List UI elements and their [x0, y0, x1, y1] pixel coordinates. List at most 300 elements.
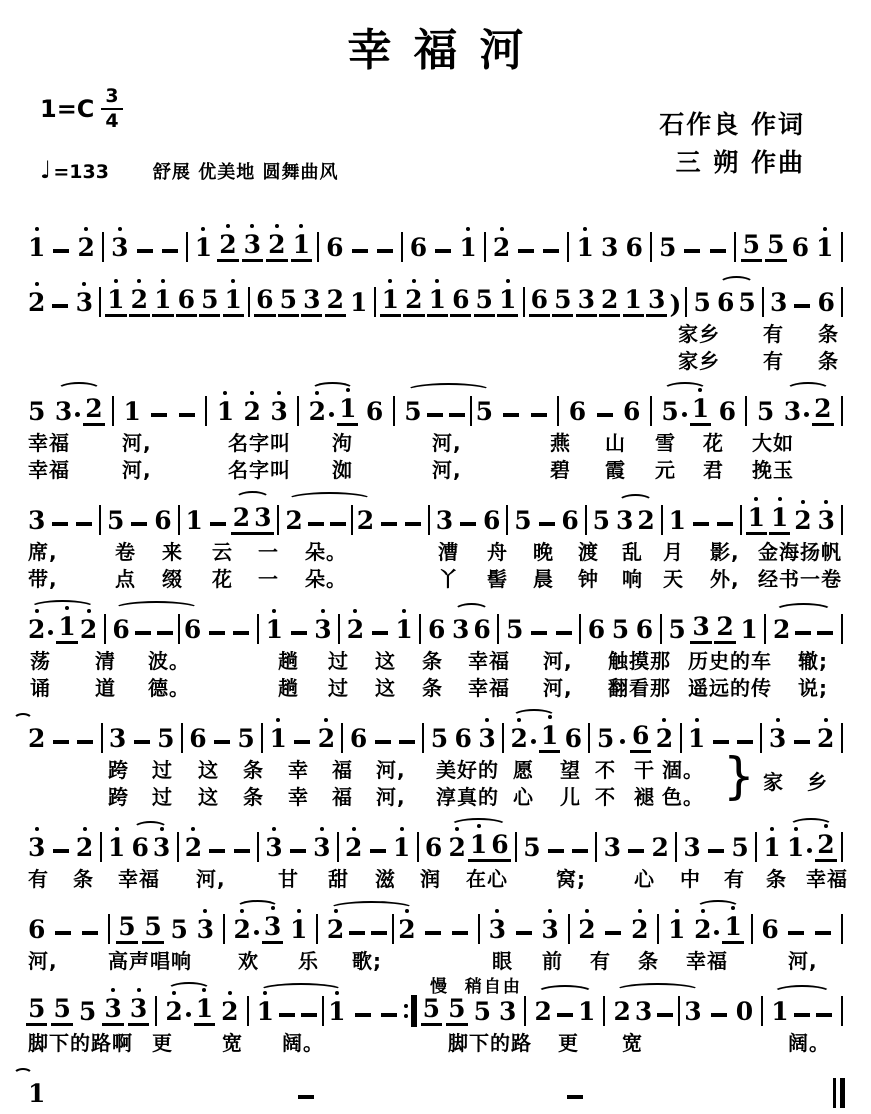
note: 3 [576, 286, 597, 317]
lyrics-row [26, 562, 845, 589]
notation-line [26, 896, 845, 971]
lyric-syllable: 燕 [550, 431, 571, 455]
lyric-syllable: 更 [152, 1031, 173, 1055]
duration-dash [572, 849, 588, 853]
slur-arc [450, 616, 493, 644]
augmentation-dot [186, 1012, 191, 1017]
lyric-syllable: 幸福 [28, 431, 70, 455]
lyric-syllable: 这 [198, 785, 219, 809]
duration-dash [794, 740, 810, 744]
note: 2 [28, 615, 46, 644]
note: 5 [78, 997, 97, 1026]
duration-dash [298, 1095, 314, 1099]
note: 6 [450, 286, 471, 317]
lyric-syllable: 干 [634, 758, 655, 782]
note: 6 [473, 615, 491, 644]
lyric-syllable: 条 [422, 676, 443, 700]
note: 5 [170, 915, 188, 944]
duration-dash [370, 849, 386, 853]
lyric-syllable: 辙; [798, 649, 828, 673]
note: 6 [529, 286, 550, 317]
lyrics-row [26, 644, 845, 671]
barline [248, 287, 250, 317]
lyric-syllable: 河, [28, 949, 58, 973]
notation-line [26, 487, 845, 589]
lyric-syllable: 晚 [533, 540, 554, 564]
lyric-syllable: 跨 [108, 785, 129, 809]
barline [322, 996, 324, 1026]
note: 2 [28, 724, 46, 753]
lyric-syllable: 泃 [332, 431, 353, 455]
lyric-syllable: 家 [763, 770, 783, 794]
duration-dash [210, 522, 226, 526]
lyric-syllable: 心 [513, 785, 534, 809]
lyric-syllable: 天 [663, 567, 684, 591]
note: 5 [26, 995, 47, 1026]
duration-dash [162, 249, 178, 253]
note: 6 [761, 915, 779, 944]
lyric-syllable: 云 [212, 540, 233, 564]
note: 6 [183, 615, 202, 644]
lyric-syllable: 波。 [148, 649, 190, 673]
lyric-syllable: 幸福 [806, 867, 848, 891]
barline [484, 232, 486, 262]
duration-dash [816, 1013, 832, 1017]
note: 2 [77, 233, 95, 262]
note: 2 [510, 724, 528, 753]
note: 5 [142, 913, 163, 944]
slur-arc [307, 395, 359, 426]
lyric-syllable: 河, [788, 949, 818, 973]
duration-dash [788, 931, 804, 935]
lyric-syllable: 花 [703, 431, 724, 455]
lyric-syllable: 名字叫 [228, 458, 291, 482]
barline [841, 287, 843, 317]
lyric-syllable: 君 [703, 458, 724, 482]
note: 6 [131, 833, 149, 862]
lyric-syllable: 一 [258, 540, 279, 564]
lyric-syllable: 髻 [487, 567, 508, 591]
lyric-syllable: 碧 [550, 458, 571, 482]
barline [567, 232, 569, 262]
note: 5 [446, 995, 467, 1026]
note: 6 [326, 233, 344, 262]
duration-dash [425, 931, 441, 935]
lyric-syllable: 河, [543, 649, 573, 673]
barline [650, 232, 652, 262]
notation-line [26, 705, 845, 807]
lyric-syllable: 条 [818, 349, 839, 373]
note: 3 [541, 915, 559, 944]
note: 3 [768, 724, 787, 753]
note: 2 [266, 231, 287, 262]
slur-arc [785, 831, 837, 862]
note: 5 [430, 724, 449, 753]
duration-dash [349, 931, 365, 935]
barline [108, 914, 110, 944]
note: 2 [398, 915, 416, 944]
duration-dash [605, 931, 621, 935]
lyric-syllable: 儿 [560, 785, 581, 809]
note: 6 [587, 615, 606, 644]
note: 6 [625, 233, 643, 262]
note: 2 [492, 233, 511, 262]
score-header [26, 78, 845, 210]
duration-dash [567, 1095, 583, 1099]
closing-paren: ) [669, 290, 682, 319]
note: 1 [256, 997, 275, 1026]
note: 3 [314, 615, 332, 644]
note: 3 [75, 288, 93, 317]
lyric-syllable: 河, [376, 758, 406, 782]
lyric-syllable: 乡 [807, 770, 827, 794]
duration-dash [449, 413, 465, 417]
slur-arc [283, 505, 376, 535]
lyric-syllable: 清 [95, 649, 116, 673]
barline [417, 832, 419, 862]
note: 5 [611, 615, 630, 644]
notation-line [26, 378, 845, 480]
lyric-syllable: 福 [332, 758, 353, 782]
note: 1 [194, 233, 213, 262]
lyric-syllable: 望 [560, 758, 581, 782]
note: 5 [199, 286, 220, 317]
note: 2 [285, 506, 303, 535]
note: 2 [816, 724, 835, 753]
lyric-syllable: 河, [432, 458, 462, 482]
barline [178, 614, 180, 644]
slur-arc [26, 613, 99, 644]
notation-line [26, 214, 845, 262]
augmentation-dot [804, 412, 809, 417]
note: 2 [325, 286, 346, 317]
lyric-syllable: 跨 [108, 758, 129, 782]
slur-arc [771, 616, 836, 644]
lyric-syllable: 条 [422, 649, 443, 673]
note: 6 [189, 724, 207, 753]
lyrics-row [26, 1026, 845, 1053]
lyric-syllable: 不 [595, 785, 616, 809]
note: 2 [326, 915, 345, 944]
barline [205, 396, 207, 426]
page-title: 幸福河 [347, 25, 546, 76]
barline [186, 232, 188, 262]
duration-dash [794, 1013, 810, 1017]
note: 2 [794, 506, 812, 535]
note: 3 [196, 915, 215, 944]
note: 3 [600, 233, 619, 262]
lyric-syllable: 渡 [578, 540, 599, 564]
barline [419, 614, 421, 644]
lyric-syllable: 条 [766, 867, 787, 891]
duration-dash [308, 522, 324, 526]
note: 3 [152, 833, 171, 862]
augmentation-dot [48, 630, 53, 635]
note: 2 [346, 615, 365, 644]
note: 5 [756, 397, 775, 426]
lyric-syllable: 中 [680, 867, 701, 891]
slur-arc [53, 395, 105, 426]
barline [102, 232, 104, 262]
barline [660, 614, 662, 644]
note: 3 [128, 995, 149, 1026]
barline [734, 232, 736, 262]
duration-dash [55, 931, 71, 935]
note: 1 [28, 233, 46, 262]
tempo-marking [40, 156, 338, 184]
final-barline [833, 1078, 845, 1108]
augmentation-dot [807, 848, 812, 853]
notation-line [26, 814, 848, 891]
lyric-syllable: 更 [558, 1031, 579, 1055]
barline [841, 996, 843, 1026]
quarter-note-icon: ♩ [40, 156, 52, 184]
lyric-syllable: 前 [542, 949, 563, 973]
repeat-dots [404, 996, 408, 1026]
duration-dash [693, 522, 709, 526]
note: 1 [185, 506, 203, 535]
note: 3 [603, 833, 621, 862]
note: 6 [568, 397, 587, 426]
duration-dash [711, 1013, 727, 1017]
lyric-syllable: 幸福 [28, 458, 70, 482]
lyric-syllable: 家乡 [678, 322, 720, 346]
barline [99, 287, 101, 317]
lyric-syllable: 雪 [655, 431, 676, 455]
note: 1 [468, 831, 489, 862]
note: 1 [223, 286, 244, 317]
lyric-syllable: 朵。 [305, 540, 347, 564]
lyric-syllable: 这 [198, 758, 219, 782]
note: 1 [668, 506, 686, 535]
duration-dash [77, 740, 93, 744]
note: 2 [815, 831, 836, 862]
lyric-syllable: 名字叫 [228, 431, 291, 455]
duration-dash [53, 849, 69, 853]
barline [685, 287, 687, 317]
duration-dash [375, 740, 391, 744]
note: 1 [123, 397, 141, 426]
note: 3 [301, 286, 322, 317]
duration-dash [135, 631, 151, 635]
duration-dash [531, 413, 547, 417]
note: 1 [337, 395, 358, 426]
note: 5 [658, 233, 677, 262]
note: 6 [254, 286, 275, 317]
lyric-syllable: 金海扬帆 [758, 540, 842, 564]
note: 6 [489, 831, 510, 862]
note: 2 [243, 397, 261, 426]
lyric-syllable: 一 [258, 567, 279, 591]
note: 5 [592, 506, 611, 535]
barline [223, 914, 225, 944]
barline [568, 914, 570, 944]
lyric-syllable: 历史的车 [688, 649, 772, 673]
lyric-syllable: 宽 [222, 1031, 243, 1055]
note: 5 [28, 397, 46, 426]
note: 1 [107, 833, 126, 862]
slur-arc [692, 913, 744, 944]
duration-dash [214, 740, 230, 744]
slur-arc [446, 831, 510, 862]
note: 5 [693, 288, 711, 317]
augmentation-dot [75, 412, 80, 417]
note: 6 [365, 397, 384, 426]
duration-dash [157, 631, 173, 635]
note: 2 [613, 997, 631, 1026]
duration-dash [717, 522, 733, 526]
lyric-syllable: 脚下的路啊 [28, 1031, 133, 1055]
barline [104, 614, 106, 644]
lyric-syllable: 色。 [662, 785, 704, 809]
duration-dash [452, 931, 468, 935]
bar-thin [833, 1078, 836, 1108]
barline [181, 723, 183, 753]
note: 1 [769, 504, 790, 535]
note: 3 [683, 833, 701, 862]
note: 2 [631, 915, 649, 944]
barline [557, 396, 559, 426]
barline [657, 914, 659, 944]
lyric-syllable: 元 [655, 458, 676, 482]
barline [755, 832, 757, 862]
lyric-syllable: 幸 [288, 785, 309, 809]
note: 6 [424, 833, 443, 862]
barline [155, 996, 157, 1026]
note: 2 [655, 724, 674, 753]
lyric-syllable: 花 [212, 567, 233, 591]
note: 2 [308, 397, 327, 426]
duration-dash [179, 413, 195, 417]
duration-dash [53, 740, 69, 744]
duration-dash [795, 631, 811, 635]
lyric-syllable: 河, [376, 785, 406, 809]
note: 2 [165, 997, 183, 1026]
lyric-syllable: 遥远的传 [688, 676, 772, 700]
lyric-syllable: 有 [763, 349, 784, 373]
note: 6 [28, 915, 46, 944]
barline [351, 505, 353, 535]
notes-row [26, 487, 845, 535]
duration-dash [234, 849, 250, 853]
notes-row [26, 896, 845, 944]
barline [841, 614, 843, 644]
thick-bar [411, 995, 417, 1027]
duration-dash [134, 740, 150, 744]
lyric-syllable: 挽玉 [752, 458, 794, 482]
note: 1 [427, 286, 448, 317]
barline [297, 396, 299, 426]
barline [341, 723, 343, 753]
lyric-syllable: 幸福 [468, 649, 510, 673]
note: 2 [772, 615, 791, 644]
lyric-syllable: 河, [122, 431, 152, 455]
note: 1 [290, 915, 308, 944]
note: 3 [817, 506, 835, 535]
note: 5 [404, 397, 422, 426]
barline [841, 396, 843, 426]
note: 1 [459, 233, 477, 262]
note: 3 [265, 833, 283, 862]
lyric-syllable: 眼 [492, 949, 513, 973]
note: 2 [356, 506, 375, 535]
note: 6 [718, 397, 736, 426]
lyric-syllable: 霞 [605, 458, 626, 482]
key-label: 1=C [40, 94, 95, 123]
lyric-syllable: 褪 [634, 785, 655, 809]
notation-line [26, 269, 845, 371]
credits [659, 106, 805, 181]
note: 2 [221, 997, 239, 1026]
lyric-syllable: 淳真的 [436, 785, 499, 809]
slur-arc [325, 914, 418, 944]
lyric-syllable: 点 [115, 567, 136, 591]
note: 2 [79, 615, 98, 644]
duration-dash [137, 249, 153, 253]
lyric-syllable: 乐 [298, 949, 319, 973]
duration-dash [548, 849, 564, 853]
duration-dash [209, 849, 225, 853]
lyrics-row [26, 780, 845, 807]
note: 6 [349, 724, 368, 753]
augmentation-dot [714, 930, 719, 935]
slur-arc [715, 289, 758, 317]
lyric-syllable: 缀 [162, 567, 183, 591]
slur-arc [782, 395, 834, 426]
note: 1 [722, 913, 743, 944]
note: 6 [791, 233, 809, 262]
duration-dash [684, 249, 700, 253]
lyric-syllable: 朵。 [305, 567, 347, 591]
barline [337, 832, 339, 862]
duration-dash [597, 413, 613, 417]
note: 5 [107, 506, 125, 535]
note: 2 [694, 915, 712, 944]
duration-dash [151, 413, 167, 417]
note: 3 [684, 997, 702, 1026]
lyric-syllable: 条 [243, 758, 264, 782]
barline [841, 232, 843, 262]
lyric-syllable: 这 [375, 649, 396, 673]
duration-dash [556, 631, 572, 635]
barline [762, 287, 764, 317]
note: 1 [265, 615, 283, 644]
time-numerator: 3 [101, 86, 122, 110]
lyric-syllable: 翻看那 [608, 676, 671, 700]
barline [502, 723, 504, 753]
lyric-syllable: 钟 [578, 567, 599, 591]
note: 6 [176, 286, 197, 317]
note: 2 [345, 833, 363, 862]
note: 5 [278, 286, 299, 317]
lyric-syllable: 这 [375, 676, 396, 700]
lyric-syllable: 涸。 [662, 758, 704, 782]
barline [470, 396, 472, 426]
duration-dash [301, 1013, 317, 1017]
lyrics-row [26, 344, 845, 371]
lyric-syllable: 洳 [332, 458, 353, 482]
slur-arc [129, 834, 172, 862]
lyrics-row [26, 671, 845, 698]
lyric-syllable: 诵 [30, 676, 51, 700]
duration-dash [209, 631, 225, 635]
note: 2 [83, 395, 104, 426]
score-body [26, 210, 848, 1108]
note: 2 [534, 997, 552, 1026]
duration-dash [233, 631, 249, 635]
note: 6 [817, 288, 835, 317]
duration-dash [355, 1013, 371, 1017]
